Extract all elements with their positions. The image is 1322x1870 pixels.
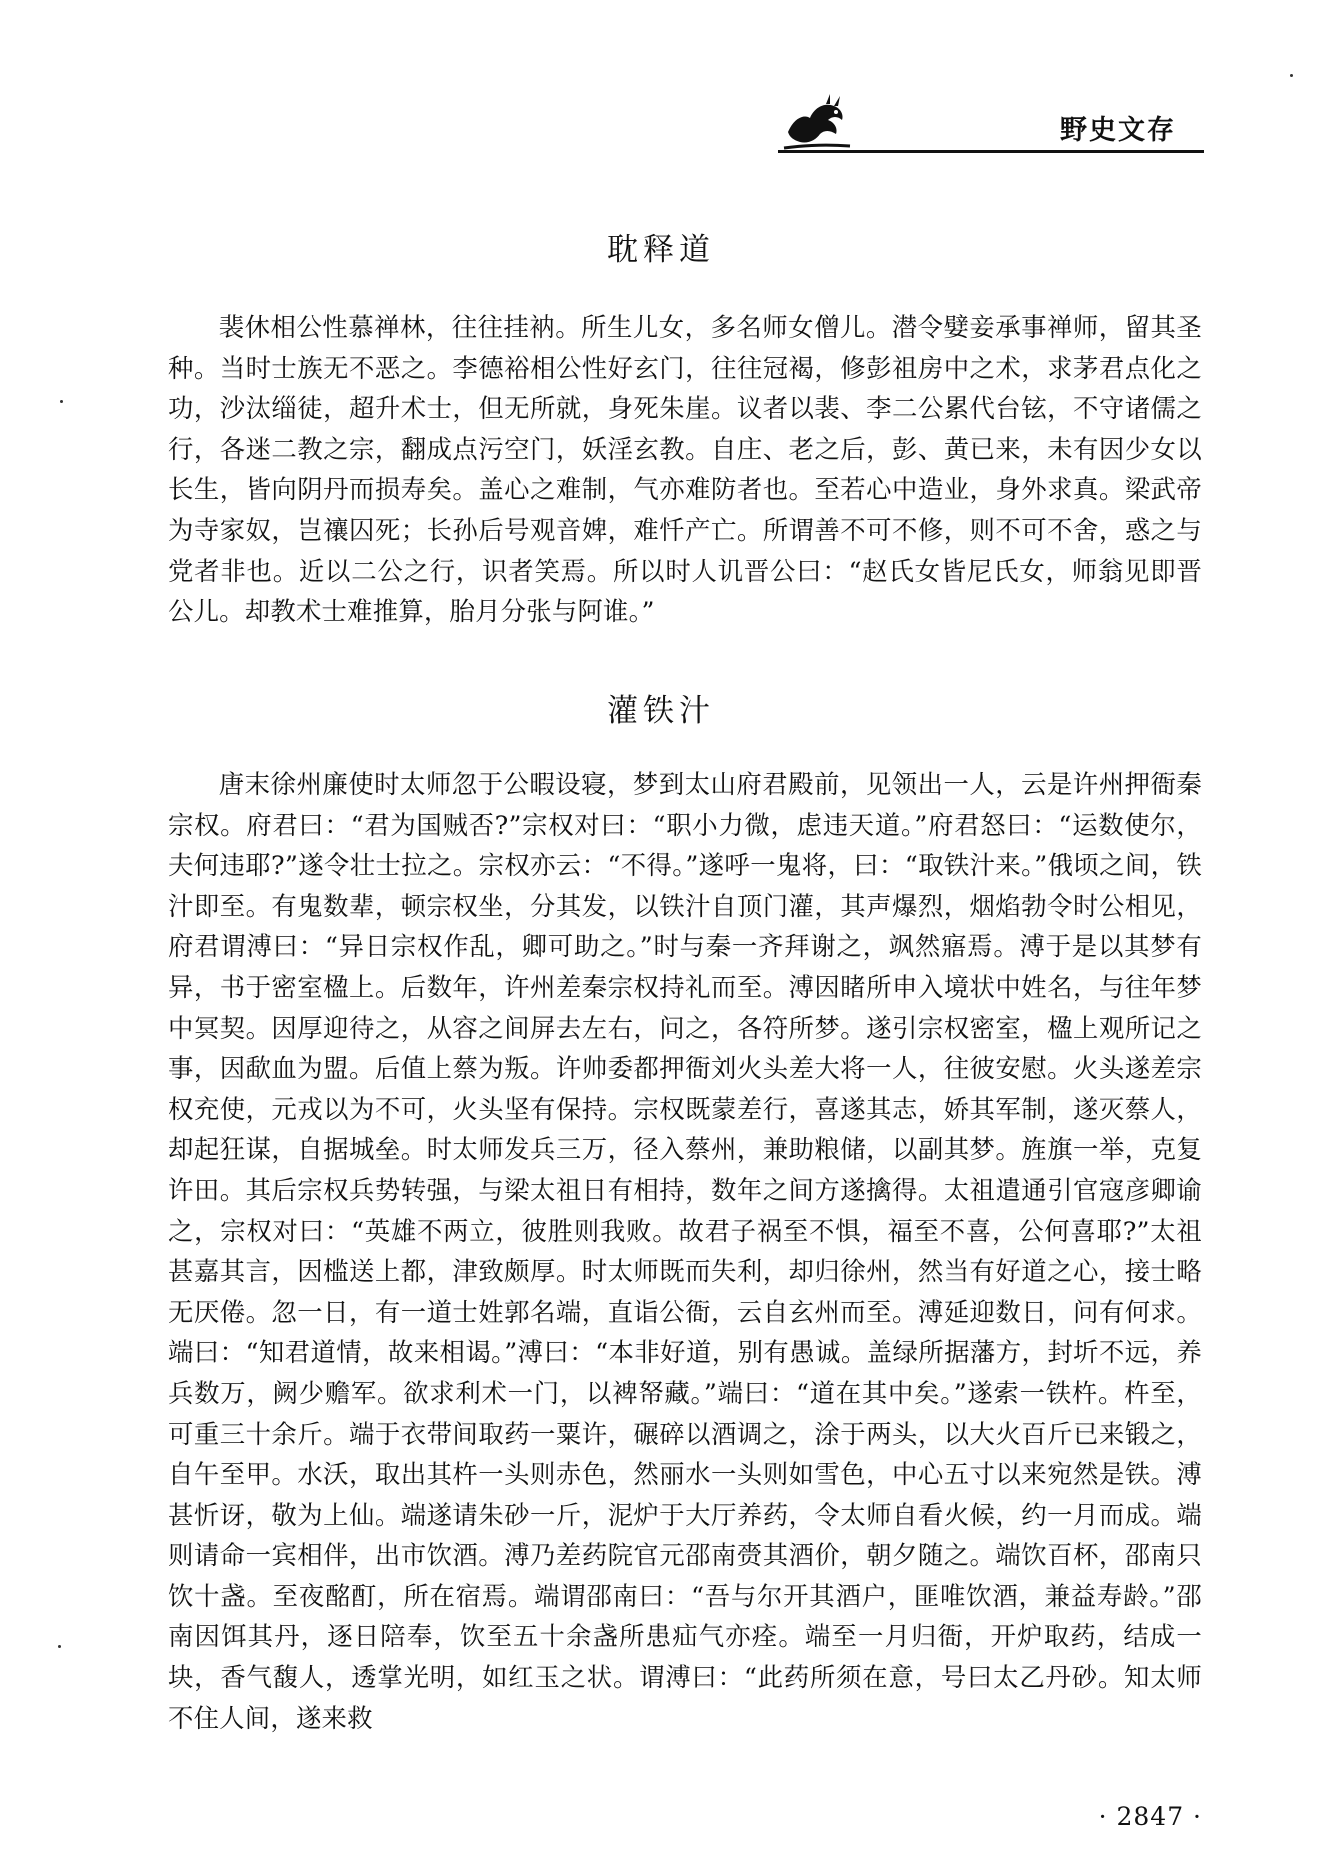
page-number: · 2847 · bbox=[1098, 1802, 1202, 1831]
margin-mark bbox=[58, 1645, 61, 1648]
margin-mark bbox=[1290, 74, 1293, 77]
section-body: 唐末徐州廉使时太师忽于公暇设寝，梦到太山府君殿前，见领出一人，云是许州押衙秦宗权。府君曰：“君为国贼否?”宗权对曰：“职小力微，虑违天道。”府君怒曰：“运数使尔，夫何违耶?”遂令壮士拉之。宗权亦云：“不得。”遂呼一鬼将，曰：“取铁汁来。”俄顷之间，铁汁即至。有鬼数辈，顿宗权坐，分其发，以铁汁自顶门灌，其声爆烈，烟焰勃令时公相见，府君谓溥曰：“异日宗权作乱，卿可助之。”时与秦一齐拜谢之，飒然寤焉。溥于是以其梦有异，书于密室楹上。后数年，许州差秦宗权持礼而至。溥因睹所申入境状中姓名，与往年梦中冥契。因厚迎待之，从容之间屏去左右，问之，各符所梦。遂引宗权密室，楹上观所记之事，因歃血为盟。后值上蔡为叛。许帅委都押衙刘火头差大将一人，往彼安慰。火头遂差宗权充使，元戎以为不可，火头坚有保持。宗权既蒙差行，喜遂其志，娇其军制，遂灭蔡人，却起狂谋，自据城垒。时太师发兵三万，径入蔡州，兼助粮储，以副其梦。旌旗一举，克复许田。其后宗权兵势转强，与梁太祖日有相持，数年之间方遂擒得。太祖遣通引官寇彦卿谕之，宗权对曰：“英雄不两立，彼胜则我败。故君子祸至不惧，福至不喜，公何喜耶?”太祖甚嘉其言，因槛送上都，津致颇厚。时太师既而失利，却归徐州，然当有好道之心，接士略无厌倦。忽一日，有一道士姓郭名端，直诣公衙，云自玄州而至。溥延迎数日，问有何求。端曰：“知君道情，故来相谒。”溥曰：“本非好道，别有愚诚。盖绿所据藩方，封圻不远，养兵数万，阙少赡军。欲求利术一门，以裨帑藏。”端曰：“道在其中矣。”遂索一铁杵。杵至，可重三十余斤。端于衣带间取药一粟许，碾碎以酒调之，涂于两头，以大火百斤已来锻之，自午至甲。水沃，取出其杵一头则赤色，然丽水一头则如雪色，中心五寸以来宛然是铁。溥甚忻讶，敬为上仙。端遂请朱砂一斤，泥炉于大厅养药，令太师自看火候，约一月而成。端则请命一宾相伴，出市饮酒。溥乃差药院官元邵南赍其酒价，朝夕随之。端饮百杯，邵南只饮十盏。至夜酩酊，所在宿焉。端谓邵南曰：“吾与尔开其酒户，匪唯饮酒，兼益寿龄。”邵南因饵其丹，逐日陪奉，饮至五十余盏所患疝气亦痊。端至一月归衙，开炉取药，结成一块，香气馥人，透掌光明，如红玉之状。谓溥曰：“此药所须在意，号曰太乙丹砂。知太师不住人间，遂来救 bbox=[168, 769, 1202, 1733]
dragon-emblem-icon bbox=[780, 88, 852, 154]
section-title: 灌铁汁 bbox=[607, 693, 715, 729]
header-rule bbox=[778, 150, 1204, 153]
section-body: 裴休相公性慕禅林，往往挂衲。所生儿女，多名师女僧儿。潜令嬖妾承事禅师，留其圣种。当时士族无不恶之。李德裕相公性好玄门，往往冠褐，修彭祖房中之术，求茅君点化之功，沙汰缁徒，超升术士，但无所就，身死朱崖。议者以裴、李二公累代台铉，不守诸儒之行，各迷二教之宗，翻成点污空门，妖淫玄教。自庄、老之后，彭、黄已来，未有因少女以长生，皆向阴丹而损寿矣。盖心之难制，气亦难防者也。至若心中造业，身外求真。梁武帝为寺家奴，岂禳囚死；长孙后号观音婢，难忏产亡。所谓善不可不修，则不可不舍，惑之与党者非也。近以二公之行，识者笑焉。所以时人讥晋公曰：“赵氏女皆尼氏女，师翁见即晋公儿。却教术士难推算，胎月分张与阿谁。” bbox=[168, 312, 1202, 627]
series-title: 野史文存 bbox=[1060, 115, 1176, 146]
section-title: 耽释道 bbox=[607, 232, 715, 268]
margin-mark bbox=[60, 400, 63, 403]
